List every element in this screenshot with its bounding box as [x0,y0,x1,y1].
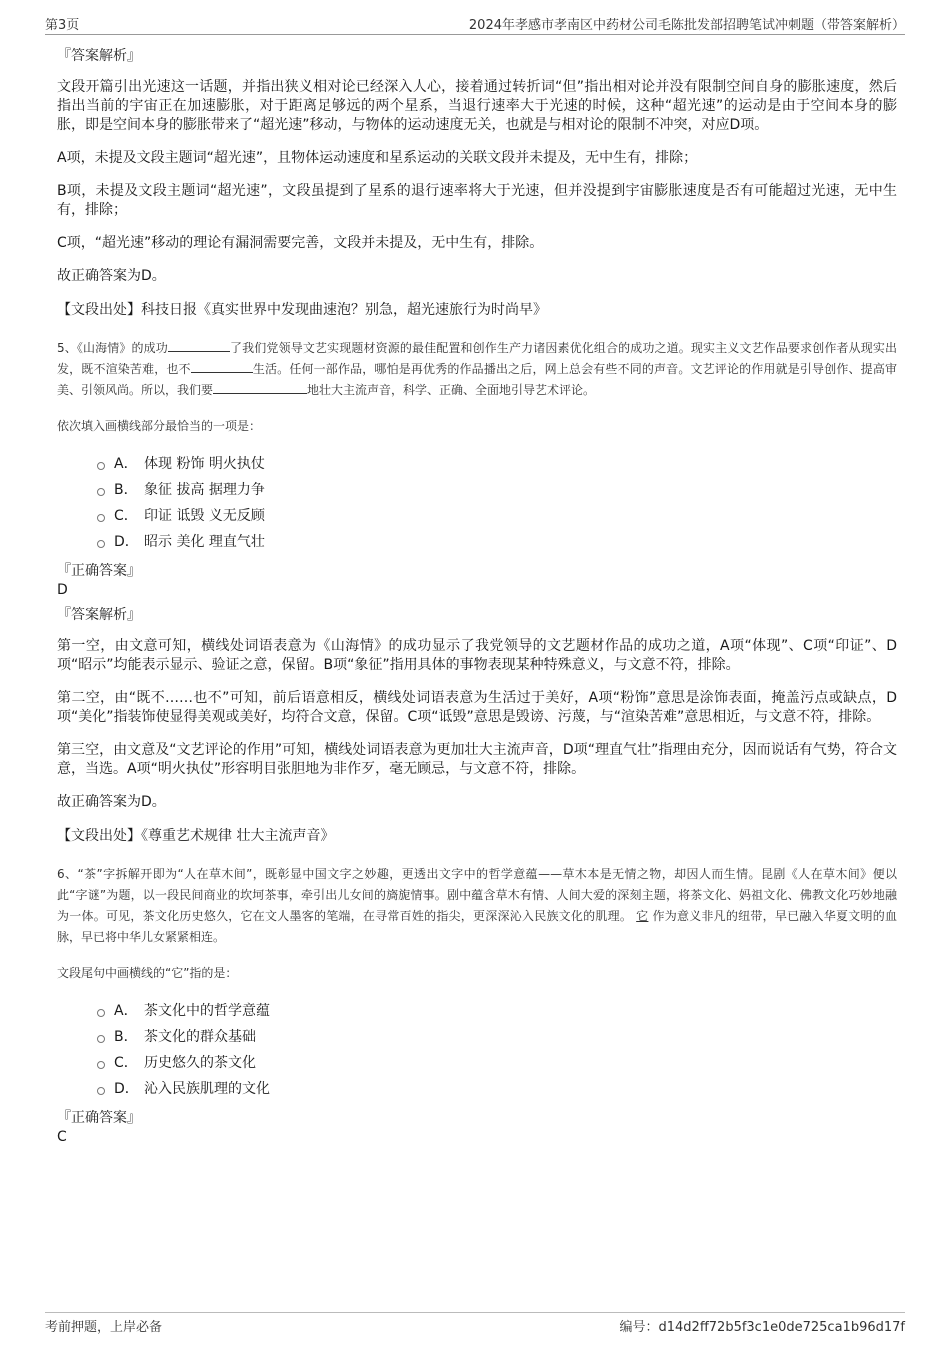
correct-answer: C [57,1129,67,1145]
question-5-options [97,451,897,555]
radio-icon[interactable] [97,488,105,496]
passage-source: 【文段出处】《尊重艺术规律 壮大主流声音》 [57,828,335,844]
option-b[interactable]: B． 茶文化的群众基础 [97,1024,897,1050]
correct-answer: D [57,582,68,598]
analysis-label: 『答案解析』 [57,607,141,623]
blank-2 [191,359,253,373]
analysis-paragraph: 第二空，由“既不……也不”可知，前后语意相反，横线处词语表意为生活过于美好，A项“粉饰”意思是涂饰表面，掩盖污点或缺点，D项“美化”指装饰使显得美观或美好，均符合文意，保留。C项“诋毁”意思是毁谤、污蔑，与“渲染苦难”意思相近，与文意不符，排除。 [57,690,897,725]
analysis-paragraph: 文段开篇引出光速这一话题，并指出狭义相对论已经深入人心，接着通过转折词“但”指出相对论并没有限制空间自身的膨胀速度，然后指出当前的宇宙正在加速膨胀，对于距离足够远的两个星系，当退行速率大于光速的时候，这种“超光速”的运动是由于空间本身的膨胀，即是空间本身的膨胀带来了“超光速”移动，与物体的运动速度无关，也就是与相对论的限制不冲突，对应D项。 [57,79,897,133]
document-title: 2024年孝感市孝南区中药材公司毛陈批发部招聘笔试冲刺题（带答案解析） [468,18,905,33]
option-c[interactable]: C． 印证 诋毁 义无反顾 [97,503,897,529]
page-footer [45,1312,905,1336]
passage-source: 【文段出处】科技日报《真实世界中发现曲速泡？别急，超光速旅行为时尚早》 [57,302,547,318]
page-header [45,14,905,35]
blank-3 [213,380,307,394]
analysis-label: 『答案解析』 [57,48,141,64]
radio-icon[interactable] [97,1035,105,1043]
document-id: 编号：d14d2ff72b5f3c1e0de725ca1b96d17f [619,1320,905,1335]
question-5-stem: 5、《山海情》的成功 了我们党领导文艺实现题材资源的最佳配置和创作生产力诸因素优化组合的成功之道。现实主义文艺作品要求创作者从现实出发，既不渲染苦难，也不 生活。任何一部作品，哪怕是再优秀的作品播出之后，网上总会有些不同的声音。文艺评论的作用就是引导创作、提高审美、引领风尚。所以，我们要 地壮大主流声音，科学、正确、全面地引导艺术评论。 [57,338,897,401]
footer-slogan: 考前押题，上岸必备 [45,1320,163,1335]
analysis-conclusion: 故正确答案为D。 [57,268,166,284]
page-content [57,46,897,1152]
blank-1 [168,338,230,352]
radio-icon[interactable] [97,1009,105,1017]
page-number: 第3页 [45,18,80,33]
radio-icon[interactable] [97,514,105,522]
correct-answer-label: 『正确答案』 [57,1110,141,1126]
analysis-paragraph: 第三空，由文意及“文艺评论的作用”可知，横线处词语表意为更加壮大主流声音，D项“理直气壮”指理由充分，因而说话有气势，符合文意，当选。A项“明火执仗”形容明目张胆地为非作歹，毫无顾忌，与文意不符，排除。 [57,742,897,777]
correct-answer-label: 『正确答案』 [57,563,141,579]
underlined-word: 它 [636,909,649,923]
analysis-paragraph: C项，“超光速”移动的理论有漏洞需要完善，文段并未提及，无中生有，排除。 [57,235,544,251]
option-d[interactable]: D． 沁入民族肌理的文化 [97,1076,897,1102]
option-a[interactable]: A． 茶文化中的哲学意蕴 [97,998,897,1024]
analysis-paragraph: B项，未提及文段主题词“超光速”，文段虽提到了星系的退行速率将大于光速，但并没提到宇宙膨胀速度是否有可能超过光速，无中生有，排除； [57,183,897,218]
question-6-prompt: 文段尾句中画横线的“它”指的是： [57,966,238,980]
radio-icon[interactable] [97,540,105,548]
question-6-options [97,998,897,1102]
option-d[interactable]: D． 昭示 美化 理直气壮 [97,529,897,555]
analysis-conclusion: 故正确答案为D。 [57,794,166,810]
option-a[interactable]: A． 体现 粉饰 明火执仗 [97,451,897,477]
radio-icon[interactable] [97,462,105,470]
option-b[interactable]: B． 象征 拔高 据理力争 [97,477,897,503]
radio-icon[interactable] [97,1061,105,1069]
option-c[interactable]: C． 历史悠久的茶文化 [97,1050,897,1076]
analysis-paragraph: 第一空，由文意可知，横线处词语表意为《山海情》的成功显示了我党领导的文艺题材作品的成功之道，A项“体现”、C项“印证”、D项“昭示”均能表示显示、验证之意，保留。B项“象征”指用具体的事物表现某种特殊意义，与文意不符，排除。 [57,638,897,673]
question-6-stem: 6、“茶”字拆解开即为“人在草木间”，既彰显中国文字之妙趣，更透出文字中的哲学意蕴——草木本是无情之物，却因人而生情。昆剧《人在草木间》便以此“字谜”为题，以一段民间商业的坎坷茶事，牵引出儿女间的旖旎情事。剧中蕴含草木有情、人间大爱的深刻主题，将茶文化、妈祖文化、佛教文化巧妙地融为一体。可见，茶文化历史悠久，它在文人墨客的笔端，在寻常百姓的指尖，更深深沁入民族文化的肌理。 它 作为意义非凡的纽带，早已融入华夏文明的血脉，早已将中华儿女紧紧相连。 [57,867,897,944]
analysis-paragraph: A项，未提及文段主题词“超光速”，且物体运动速度和星系运动的关联文段并未提及，无中生有，排除； [57,150,698,166]
question-5-prompt: 依次填入画横线部分最恰当的一项是： [57,419,262,433]
radio-icon[interactable] [97,1087,105,1095]
